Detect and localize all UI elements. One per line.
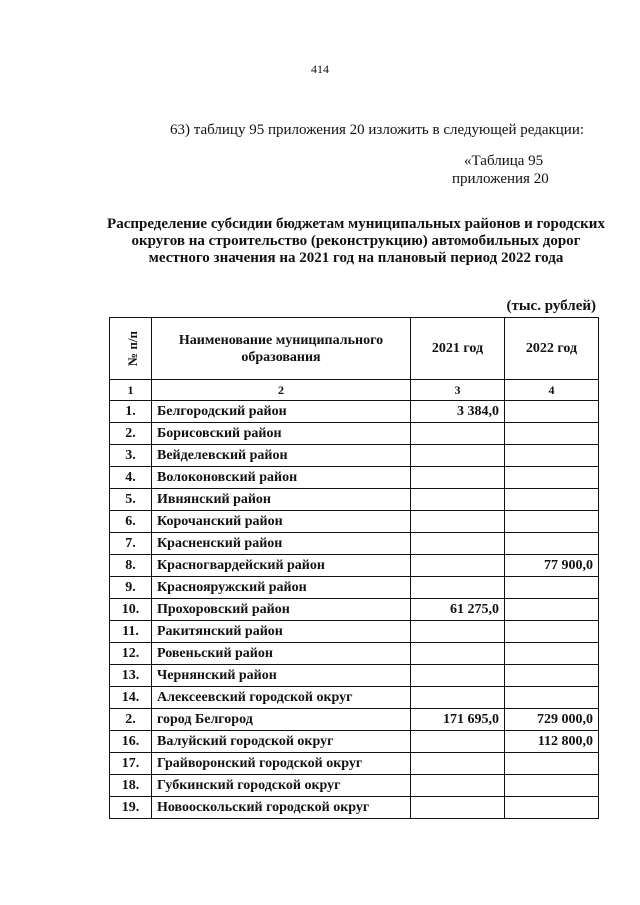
municipality-name: Вейделевский район: [152, 445, 411, 467]
value-2022: [505, 599, 599, 621]
value-2021: [411, 775, 505, 797]
row-number: 13.: [110, 665, 152, 687]
value-2022: [505, 621, 599, 643]
header-name: Наименование муниципального образования: [152, 318, 411, 380]
column-number: 2: [152, 380, 411, 401]
table-row: [110, 753, 599, 775]
value-2022: [505, 687, 599, 709]
column-numbers-row: [110, 380, 599, 401]
row-number: 1.: [110, 401, 152, 423]
value-2022: [505, 533, 599, 555]
value-2021: [411, 643, 505, 665]
value-2021: [411, 797, 505, 819]
value-2021: 3 384,0: [411, 401, 505, 423]
row-number: 18.: [110, 775, 152, 797]
row-number: 5.: [110, 489, 152, 511]
table-row: [110, 621, 599, 643]
table-row: [110, 401, 599, 423]
row-number: 17.: [110, 753, 152, 775]
document-title: [100, 216, 612, 267]
value-2022: 77 900,0: [505, 555, 599, 577]
row-number: 8.: [110, 555, 152, 577]
municipality-name: Красногвардейский район: [152, 555, 411, 577]
table-row: [110, 445, 599, 467]
value-2022: [505, 665, 599, 687]
value-2021: [411, 423, 505, 445]
value-2021: [411, 753, 505, 775]
value-2021: [411, 731, 505, 753]
row-number: 19.: [110, 797, 152, 819]
value-2021: [411, 555, 505, 577]
row-number: 16.: [110, 731, 152, 753]
value-2022: [505, 577, 599, 599]
column-number: 3: [411, 380, 505, 401]
column-number: 1: [110, 380, 152, 401]
municipality-name: город Белгород: [152, 709, 411, 731]
value-2022: [505, 753, 599, 775]
value-2021: [411, 489, 505, 511]
subsidy-table: [109, 317, 599, 819]
table-row: [110, 643, 599, 665]
page-number: 414: [311, 62, 329, 76]
value-2022: [505, 467, 599, 489]
row-number: 6.: [110, 511, 152, 533]
value-2022: [505, 401, 599, 423]
table-row: [110, 423, 599, 445]
value-2021: 61 275,0: [411, 599, 505, 621]
municipality-name: Грайворонский городской округ: [152, 753, 411, 775]
value-2021: [411, 665, 505, 687]
caption-line-2: приложения 20: [452, 171, 549, 187]
value-2022: [505, 489, 599, 511]
municipality-name: Краснояружский район: [152, 577, 411, 599]
value-2022: 112 800,0: [505, 731, 599, 753]
row-number: 10.: [110, 599, 152, 621]
header-2021: 2021 год: [411, 318, 505, 380]
table-header-row: [110, 318, 599, 380]
table-row: [110, 709, 599, 731]
municipality-name: Чернянский район: [152, 665, 411, 687]
table-row: [110, 489, 599, 511]
title-line-1: Распределение субсидии бюджетам муниципальных районов и городских: [107, 216, 605, 232]
column-number: 4: [505, 380, 599, 401]
intro-text: 63) таблицу 95 приложения 20 изложить в следующей редакции:: [170, 122, 585, 138]
value-2021: [411, 687, 505, 709]
municipality-name: Волоконовский район: [152, 467, 411, 489]
municipality-name: Алексеевский городской округ: [152, 687, 411, 709]
municipality-name: Ракитянский район: [152, 621, 411, 643]
header-2022: 2022 год: [505, 318, 599, 380]
table-row: [110, 467, 599, 489]
municipality-name: Губкинский городской округ: [152, 775, 411, 797]
municipality-name: Корочанский район: [152, 511, 411, 533]
table-row: [110, 511, 599, 533]
municipality-name: Белгородский район: [152, 401, 411, 423]
table-row: [110, 599, 599, 621]
table-row: [110, 775, 599, 797]
value-2021: [411, 511, 505, 533]
title-line-3: местного значения на 2021 год на плановый период 2022 года: [148, 250, 564, 266]
value-2021: [411, 621, 505, 643]
value-2022: [505, 775, 599, 797]
title-line-2: округов на строительство (реконструкцию) автомобильных дорог: [131, 233, 581, 249]
row-number: 12.: [110, 643, 152, 665]
value-2021: [411, 467, 505, 489]
value-2021: 171 695,0: [411, 709, 505, 731]
municipality-name: Борисовский район: [152, 423, 411, 445]
units-label: (тыс. рублей): [506, 298, 596, 314]
caption-line-1: «Таблица 95: [464, 153, 544, 169]
value-2022: [505, 423, 599, 445]
value-2021: [411, 577, 505, 599]
row-number: 11.: [110, 621, 152, 643]
value-2021: [411, 533, 505, 555]
table-row: [110, 687, 599, 709]
table-row: [110, 731, 599, 753]
row-number: 9.: [110, 577, 152, 599]
value-2022: [505, 511, 599, 533]
table-row: [110, 533, 599, 555]
row-number: 14.: [110, 687, 152, 709]
municipality-name: Прохоровский район: [152, 599, 411, 621]
row-number: 3.: [110, 445, 152, 467]
value-2021: [411, 445, 505, 467]
table-row: [110, 797, 599, 819]
value-2022: [505, 797, 599, 819]
header-number: № п/п: [110, 318, 152, 380]
municipality-name: Ивнянский район: [152, 489, 411, 511]
value-2022: [505, 445, 599, 467]
municipality-name: Новооскольский городской округ: [152, 797, 411, 819]
row-number: 4.: [110, 467, 152, 489]
value-2022: [505, 643, 599, 665]
table-row: [110, 665, 599, 687]
municipality-name: Валуйский городской округ: [152, 731, 411, 753]
table-row: [110, 555, 599, 577]
municipality-name: Ровеньский район: [152, 643, 411, 665]
municipality-name: Красненский район: [152, 533, 411, 555]
value-2022: 729 000,0: [505, 709, 599, 731]
row-number: 2.: [110, 709, 152, 731]
table-row: [110, 577, 599, 599]
table-caption: [452, 152, 549, 188]
row-number: 2.: [110, 423, 152, 445]
row-number: 7.: [110, 533, 152, 555]
